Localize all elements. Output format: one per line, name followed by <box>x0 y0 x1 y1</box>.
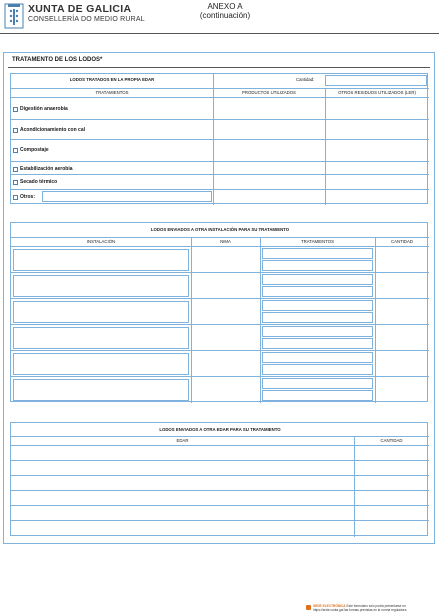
row-line <box>11 520 429 521</box>
row-line <box>11 189 429 190</box>
sludge-treatment-section <box>3 52 435 544</box>
treatment-input[interactable] <box>262 378 373 389</box>
row-line <box>11 505 429 506</box>
treatment-label-others: Otros: <box>20 194 35 200</box>
row-line <box>11 272 429 273</box>
treatment-input[interactable] <box>262 326 373 337</box>
treatment-label-digestion: Digestión anaerobia <box>20 106 68 112</box>
section-divider <box>8 67 430 68</box>
col-header-quantity: CANTIDAD <box>380 438 403 443</box>
row-line <box>11 376 429 377</box>
annex-subtitle: (continuación) <box>199 11 251 20</box>
col-header-facility: INSTALACIÓN <box>86 239 116 244</box>
treatment-input[interactable] <box>262 352 373 363</box>
facility-input[interactable] <box>13 327 189 349</box>
other-facility-table <box>10 222 428 402</box>
annex-title: ANEXO A <box>207 2 243 11</box>
row-line <box>11 460 429 461</box>
treatment-input[interactable] <box>262 300 373 311</box>
treatment-input[interactable] <box>262 260 373 271</box>
own-plant-quantity-input[interactable] <box>325 75 427 86</box>
row-line <box>11 161 429 162</box>
footer-line2: https://sede.xunta.gal las formas previstas en la norma reguladora <box>313 608 407 612</box>
own-plant-title: LODOS TRATADOS EN LA PROPIA EDAR <box>69 77 155 82</box>
facility-input[interactable] <box>13 249 189 271</box>
col-divider <box>354 436 355 537</box>
facility-input[interactable] <box>13 301 189 323</box>
facility-input[interactable] <box>13 379 189 401</box>
footer-notice <box>306 604 438 615</box>
row-line <box>11 298 429 299</box>
xunta-coat-of-arms-icon <box>4 3 24 29</box>
treatment-label-lime-conditioning: Acondicionamiento con cal <box>20 127 86 133</box>
col-divider <box>375 237 376 403</box>
treatment-input[interactable] <box>262 390 373 401</box>
own-plant-table <box>10 73 428 204</box>
col-header-treatments: TRATAMIENTOS <box>95 90 129 95</box>
facility-input[interactable] <box>13 275 189 297</box>
annex-heading <box>180 2 270 20</box>
quantity-label: Cantidad: <box>296 77 315 82</box>
electronic-office-icon <box>306 605 311 610</box>
other-facility-title: LODOS ENVIADOS A OTRA INSTALACIÓN PARA SU TRATAMIENTO <box>150 227 290 232</box>
treatment-input[interactable] <box>262 312 373 323</box>
title-divider <box>213 74 214 88</box>
col-header-products: PRODUCTOS UTILIZADOS <box>242 90 296 95</box>
col-header-nima: NIMA <box>220 239 231 244</box>
department-name: CONSELLERÍA DO MEDIO RURAL <box>28 16 145 23</box>
footer-text <box>313 604 406 612</box>
treatment-input[interactable] <box>262 274 373 285</box>
row-line <box>11 237 429 238</box>
page-header <box>0 0 439 50</box>
checkbox-others[interactable] <box>13 195 18 200</box>
treatment-input[interactable] <box>262 286 373 297</box>
footer-tag: SEDE ELECTRÓNICA <box>313 604 346 608</box>
col-divider <box>325 88 326 205</box>
treatment-label-aerobic-stabilization: Estabilización aerobia <box>20 166 73 172</box>
checkbox-digestion[interactable] <box>13 107 18 112</box>
row-line <box>11 97 429 98</box>
col-divider <box>213 88 214 205</box>
col-divider <box>260 237 261 403</box>
other-edar-title: LODOS ENVIADOS A OTRA EDAR PARA SU TRATAMIENTO <box>159 427 281 432</box>
treatment-label-thermal-drying: Secado térmico <box>20 179 58 185</box>
treatment-input[interactable] <box>262 338 373 349</box>
row-line <box>11 445 429 446</box>
row-line <box>11 139 429 140</box>
checkbox-lime-conditioning[interactable] <box>13 128 18 133</box>
row-line <box>11 88 429 89</box>
row-line <box>11 490 429 491</box>
col-divider <box>191 237 192 403</box>
col-header-other-waste: OTROS RESIDUOS UTILIZADOS (LER) <box>338 90 416 95</box>
checkbox-aerobic-stabilization[interactable] <box>13 167 18 172</box>
checkbox-composting[interactable] <box>13 148 18 153</box>
row-line <box>11 475 429 476</box>
row-line <box>11 119 429 120</box>
col-header-edar: EDAR <box>176 438 189 443</box>
col-header-quantity: CANTIDAD <box>391 239 413 244</box>
checkbox-thermal-drying[interactable] <box>13 180 18 185</box>
row-line <box>11 174 429 175</box>
col-header-treatments: TRATAMIENTOS <box>301 239 334 244</box>
row-line <box>11 350 429 351</box>
section-title: TRATAMENTO DE LOS LODOS* <box>12 57 103 63</box>
treatment-input[interactable] <box>262 364 373 375</box>
treatment-input[interactable] <box>262 248 373 259</box>
others-treatment-input[interactable] <box>42 191 212 202</box>
treatment-label-composting: Compostaje <box>20 147 49 153</box>
row-line <box>11 246 429 247</box>
row-line <box>11 436 429 437</box>
other-edar-table <box>10 422 428 536</box>
brand-name: XUNTA DE GALICIA <box>28 3 132 15</box>
row-line <box>11 324 429 325</box>
footer-line1: Este formulario solo podrá presentarse en <box>346 604 406 608</box>
facility-input[interactable] <box>13 353 189 375</box>
header-divider <box>0 33 439 34</box>
